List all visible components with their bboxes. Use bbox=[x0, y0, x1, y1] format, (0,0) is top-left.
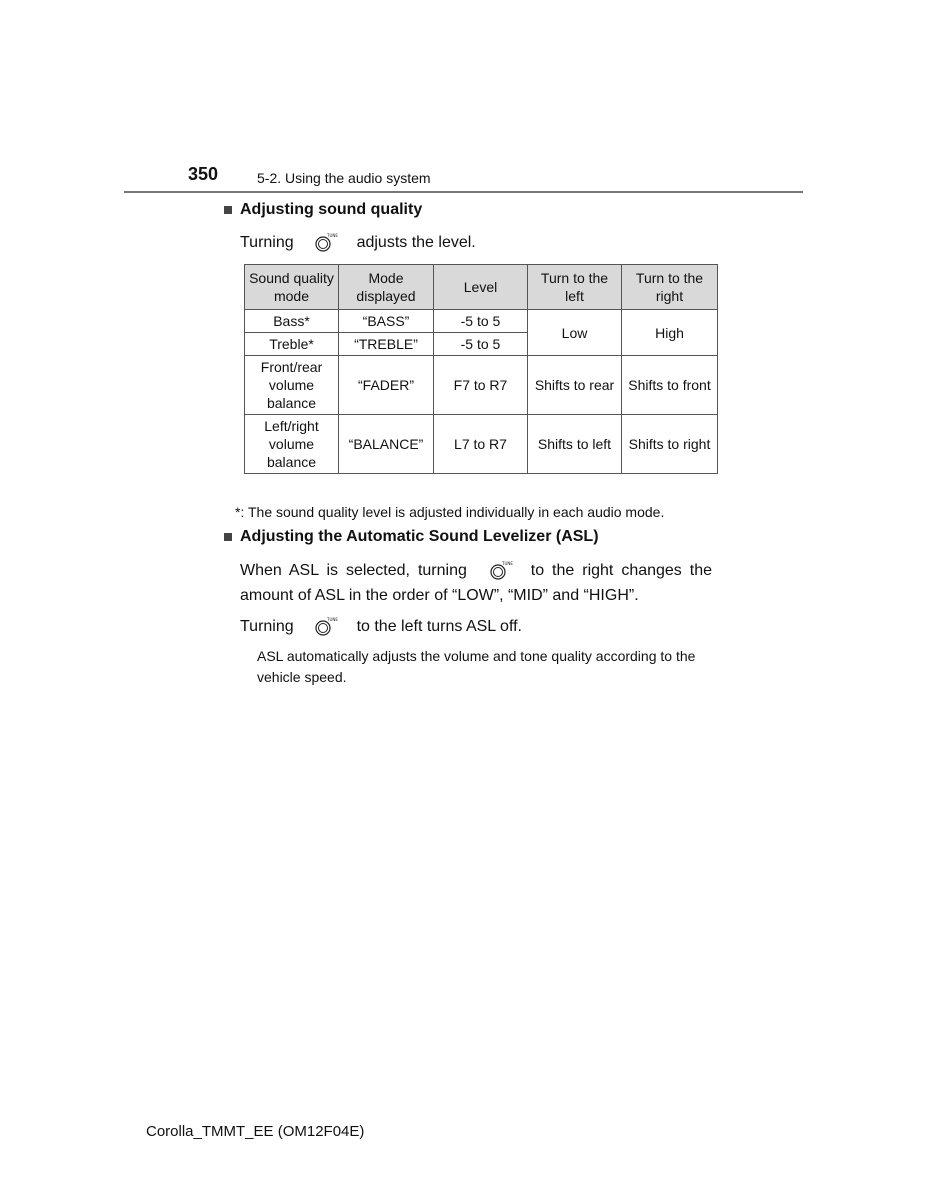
header-turn-left: Turn to the left bbox=[528, 265, 622, 310]
asl-note: ASL automatically adjusts the volume and tone quality according to the vehicle speed. bbox=[257, 648, 696, 685]
page-number: 350 bbox=[188, 164, 219, 184]
sound-quality-heading-text: Adjusting sound quality bbox=[240, 201, 423, 218]
table-row bbox=[245, 356, 718, 415]
cell-displayed: “FADER” bbox=[339, 356, 434, 415]
sound-quality-instruction bbox=[240, 233, 476, 253]
table-row bbox=[245, 415, 718, 474]
cell-right: Shifts to right bbox=[622, 415, 718, 474]
asl-heading-text: Adjusting the Automatic Sound Levelizer (ASL) bbox=[240, 528, 599, 545]
cell-displayed: “BALANCE” bbox=[339, 415, 434, 474]
asl-para-after: to the right changes the amount of ASL in the order of “LOW”, “MID” and “HIGH”. bbox=[240, 562, 712, 604]
svg-text:TUNE: TUNE bbox=[501, 560, 513, 566]
tune-knob-icon bbox=[314, 617, 336, 637]
cell-left: Shifts to left bbox=[528, 415, 622, 474]
asl-heading bbox=[224, 528, 599, 546]
square-bullet-icon bbox=[224, 533, 232, 541]
instruction-turning-text: Turning bbox=[240, 234, 294, 252]
asl-off-after-text: to the left turns ASL off. bbox=[356, 618, 522, 636]
cell-mode: Bass* bbox=[245, 310, 339, 333]
svg-text:TUNE: TUNE bbox=[327, 617, 338, 622]
cell-level: -5 to 5 bbox=[434, 310, 528, 333]
cell-displayed: “TREBLE” bbox=[339, 333, 434, 356]
sound-quality-table bbox=[244, 264, 718, 474]
header-sound-quality-mode: Sound quality mode bbox=[245, 265, 339, 310]
cell-mode: Front/rear volume balance bbox=[245, 356, 339, 415]
header-turn-right: Turn to the right bbox=[622, 265, 718, 310]
cell-level: -5 to 5 bbox=[434, 333, 528, 356]
sound-quality-heading bbox=[224, 201, 422, 219]
asl-paragraph bbox=[240, 558, 712, 608]
tune-knob-icon bbox=[314, 233, 336, 253]
cell-left: Shifts to rear bbox=[528, 356, 622, 415]
asl-para-before: When ASL is selected, turning bbox=[240, 562, 467, 579]
asl-off-turning-text: Turning bbox=[240, 618, 294, 636]
cell-right-high: High bbox=[622, 310, 718, 356]
header-level: Level bbox=[434, 265, 528, 310]
section-title: 5-2. Using the audio system bbox=[257, 170, 431, 186]
tune-knob-icon bbox=[489, 561, 511, 581]
table-header-row bbox=[245, 265, 718, 310]
cell-displayed: “BASS” bbox=[339, 310, 434, 333]
header-divider bbox=[124, 191, 803, 193]
header-mode-displayed: Mode displayed bbox=[339, 265, 434, 310]
square-bullet-icon bbox=[224, 206, 232, 214]
footer-model-code: Corolla_TMMT_EE (OM12F04E) bbox=[146, 1123, 365, 1140]
cell-level: L7 to R7 bbox=[434, 415, 528, 474]
svg-text:TUNE: TUNE bbox=[327, 233, 338, 238]
cell-level: F7 to R7 bbox=[434, 356, 528, 415]
cell-mode: Left/right volume balance bbox=[245, 415, 339, 474]
asl-off-instruction bbox=[240, 617, 522, 637]
cell-left-low: Low bbox=[528, 310, 622, 356]
cell-right: Shifts to front bbox=[622, 356, 718, 415]
table-footnote: *: The sound quality level is adjusted individually in each audio mode. bbox=[235, 504, 665, 520]
cell-mode: Treble* bbox=[245, 333, 339, 356]
instruction-adjusts-text: adjusts the level. bbox=[356, 234, 476, 252]
table-row bbox=[245, 310, 718, 333]
